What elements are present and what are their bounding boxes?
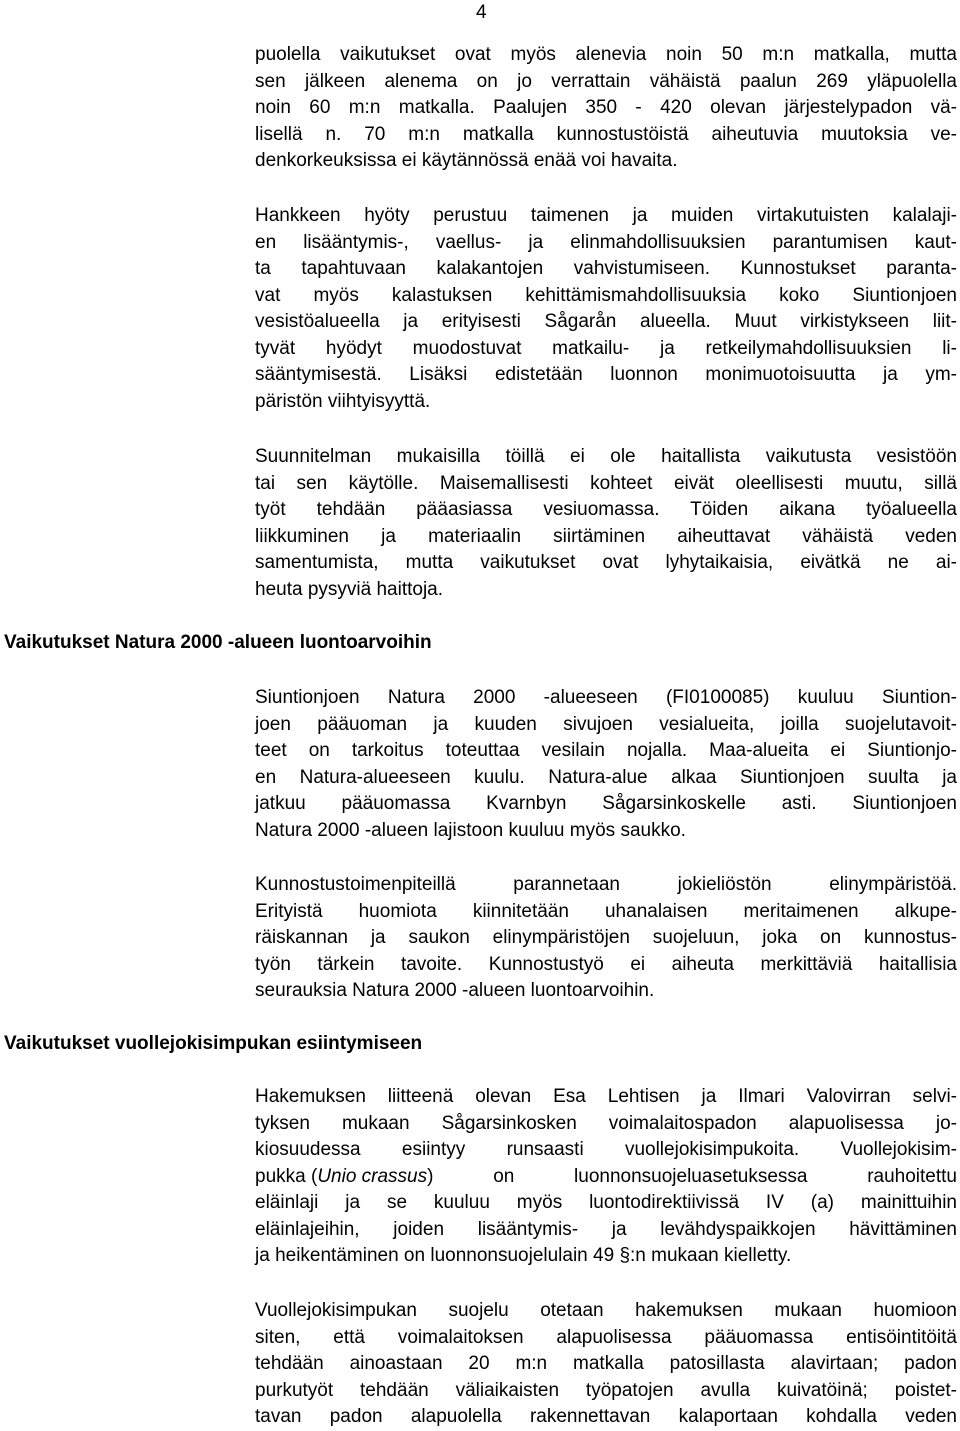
text-line: sen jälkeen alenema on jo verrattain vähäistä paalun 269 yläpuolella (255, 70, 957, 92)
text-line: seurauksia Natura 2000 -alueen luontoarvoihin. (255, 980, 655, 1001)
text-line: tyvät hyödyt muodostuvat matkailu- ja retkeilymahdollisuuksien li- (255, 337, 957, 359)
page-number: 4 (476, 2, 487, 23)
text-line: työt tehdään pääasiassa vesiuomassa. Töiden aikana työalueella (255, 499, 957, 520)
text-line: Natura 2000 -alueen lajistoon kuuluu myös saukko. (255, 819, 686, 841)
text-line: päristön viihtyisyyttä. (255, 390, 431, 412)
text-line: noin 60 m:n matkalla. Paalujen 350 - 420 olevan järjestelypadon vä- (255, 97, 957, 118)
paragraph-project-benefits (255, 203, 957, 415)
text-line: joen pääuoman ja kuuden sivujoen vesialueita, joilla suojelutavoit- (255, 713, 957, 735)
paragraph-mussel-survey (255, 1084, 957, 1270)
text-line: tyksen mukaan Sågarsinkosken voimalaitospadon alapuolisessa jo- (255, 1112, 957, 1134)
text-line: purkutyöt tehdään väliaikaisten työpatojen avulla kuivatöinä; poistet- (255, 1379, 957, 1401)
section-heading-mussel: Vaikutukset vuollejokisimpukan esiintymiseen (4, 1033, 423, 1054)
text-line: kiosuudessa esiintyy runsaasti vuollejokisimpukoita. Vuollejokisim- (255, 1139, 957, 1160)
text-line: teet on tarkoitus toteuttaa vesilain nojalla. Maa-alueita ei Siuntionjo- (255, 740, 957, 761)
section-heading-natura: Vaikutukset Natura 2000 -alueen luontoarvoihin (4, 632, 432, 653)
text-line: ta tapahtuvaan kalakantojen vahvistumiseen. Kunnostukset paranta- (255, 258, 957, 279)
text-line: vesistöalueella ja erityisesti Sågarån alueella. Muut virkistykseen liit- (255, 311, 957, 332)
text-line: Siuntionjoen Natura 2000 -alueeseen (FI0100085) kuuluu Siuntion- (255, 687, 957, 708)
text-line: sääntymisestä. Lisäksi edistetään luonnon monimuotoisuutta ja ym- (255, 364, 957, 385)
text-fragment: ) on luonnonsuojeluasetuksessa rauhoitettu (427, 1165, 957, 1187)
paragraph-water-levels (255, 42, 957, 175)
text-line: siten, että voimalaitoksen alapuolisessa pääuomassa entisöintitöitä (255, 1326, 957, 1348)
paragraph-mussel-protection (255, 1298, 957, 1431)
text-line: ja heikentäminen on luonnonsuojelulain 49 §:n mukaan kielletty. (255, 1245, 792, 1266)
paragraph-restoration-measures (255, 872, 957, 1005)
paragraph-natura-area (255, 685, 957, 844)
text-line: denkorkeuksissa ei käytännössä enää voi havaita. (255, 150, 678, 171)
species-name: Unio crassus (317, 1165, 428, 1187)
text-line: Suunnitelman mukaisilla töillä ei ole haitallista vaikutusta vesistöön (255, 446, 957, 467)
text-line: puolella vaikutukset ovat myös alenevia noin 50 m:n matkalla, mutta (255, 44, 957, 65)
text-line: samentumista, mutta vaikutukset ovat lyhytaikaisia, eivätkä ne ai- (255, 552, 957, 573)
text-line: tehdään ainoastaan 20 m:n matkalla patosillasta alavirtaan; padon (255, 1353, 957, 1374)
text-line: vat myös kalastuksen kehittämismahdollisuuksia koko Siuntionjoen (255, 284, 957, 306)
text-line: työn tärkein tavoite. Kunnostustyö ei aiheuta merkittäviä haitallisia (255, 953, 957, 975)
text-line: Hakemuksen liitteenä olevan Esa Lehtisen ja Ilmari Valovirran selvi- (255, 1086, 957, 1107)
text-line: tai sen käytölle. Maisemallisesti kohteet eivät oleellisesti muutu, sillä (255, 472, 957, 494)
text-line: Vuollejokisimpukan suojelu otetaan hakemuksen mukaan huomioon (255, 1300, 957, 1321)
text-line: Erityistä huomiota kiinnitetään uhanalaisen meritaimenen alkupe- (255, 900, 957, 922)
text-line: Hankkeen hyöty perustuu taimenen ja muiden virtakutuisten kalalaji- (255, 205, 957, 226)
text-line: liikkuminen ja materiaalin siirtäminen aiheuttavat vähäistä veden (255, 525, 957, 547)
text-line: jatkuu pääuomassa Kvarnbyn Sågarsinkoskelle asti. Siuntionjoen (255, 793, 957, 814)
text-line: en Natura-alueeseen kuulu. Natura-alue alkaa Siuntionjoen suulta ja (255, 766, 957, 788)
text-line: tavan padon alapuolella rakennettavan kalaportaan kohdalla veden (255, 1406, 957, 1427)
text-line: en lisääntymis-, vaellus- ja elinmahdollisuuksien parantumisen kaut- (255, 231, 957, 253)
text-line: eläinlaji ja se kuuluu myös luontodirektiivissä IV (a) mainittuihin (255, 1192, 957, 1213)
text-line (255, 1164, 957, 1191)
text-line: eläinlajeihin, joiden lisääntymis- ja levähdyspaikkojen hävittäminen (255, 1218, 957, 1240)
text-line: heuta pysyviä haittoja. (255, 578, 444, 600)
paragraph-no-harm (255, 444, 957, 603)
text-line: lisellä n. 70 m:n matkalla kunnostustöistä aiheutuvia muutoksia ve- (255, 123, 957, 145)
text-fragment: pukka ( (255, 1165, 318, 1187)
text-line: räiskannan ja saukon elinympäristöjen suojeluun, joka on kunnostus- (255, 927, 957, 948)
text-line: Kunnostustoimenpiteillä parannetaan jokieliöstön elinympäristöä. (255, 874, 957, 895)
